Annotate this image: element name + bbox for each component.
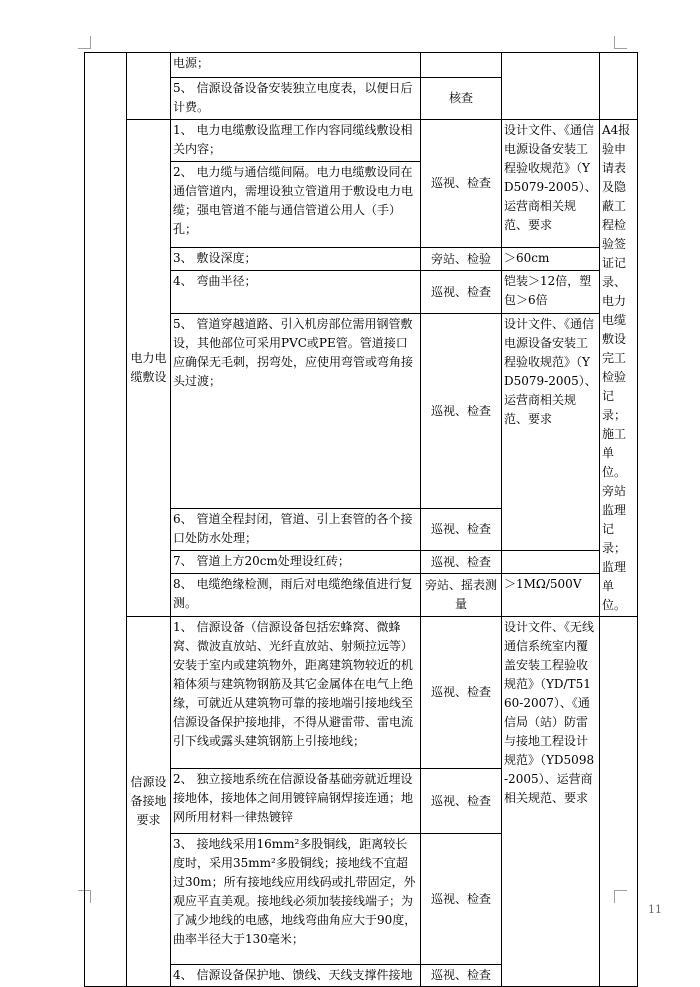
standard-cell: 铠装＞12倍，塑包＞6倍 [502, 271, 600, 314]
standard-cell: 设计文件、《通信电源设备安装工程验收规范》（YD5079-2005）、运营商相关规范、要求 [502, 120, 600, 248]
method-cell: 旁站、摇表测量 [421, 574, 502, 617]
category-cell: 电力电缆敷设 [127, 120, 171, 617]
item-cell: 7、 管道上方20cm处理设红砖； [171, 551, 421, 574]
item-cell: 5、 信源设备设备安装独立电度表，以便日后计费。 [171, 78, 421, 120]
method-cell [421, 53, 502, 78]
standard-cell [502, 53, 600, 120]
record-cell: A4报验申请表及隐蔽工程检验签证记录、电力电缆敷设完工检验记录；施工单位。旁站监理记录；监理单位。 [600, 120, 638, 617]
item-cell: 8、 电缆绝缘检测，雨后对电缆绝缘值进行复测。 [171, 574, 421, 617]
method-cell: 巡视、检查 [421, 834, 502, 965]
item-cell: 4、 弯曲半径； [171, 271, 421, 314]
item-cell: 电源； [171, 53, 421, 78]
method-cell: 巡视、检查 [421, 551, 502, 574]
standard-cell: 设计文件、《通信电源设备安装工程验收规范》（YD5079-2005）、运营商相关规范、要求 [502, 314, 600, 551]
standard-cell: ＞1MΩ/500V [502, 574, 600, 617]
table-row [85, 120, 638, 162]
method-cell: 巡视、检查 [421, 271, 502, 314]
standard-cell [502, 551, 600, 574]
crop-mark-top-right [614, 36, 627, 49]
method-cell: 巡视、检查 [421, 769, 502, 834]
method-cell: 巡视、检查 [421, 965, 502, 987]
crop-mark-top-left [78, 36, 91, 49]
item-cell: 5、 管道穿越道路、引入机房部位需用钢管敷设，其他部位可采用PVC或PE管。管道接口应确保无毛刺，拐弯处，应使用弯管或弯角接头过渡； [171, 314, 421, 509]
item-cell: 1、 信源设备（信源设备包括宏蜂窝、微蜂窝、微波直放站、光纤直放站、射频拉远等）安装于室内或建筑物外，距离建筑物较近的机箱体须与建筑物钢筋及其它金属体在电气上绝缘，可就近从建筑物可靠的接地端引接地线至信源设备保护接地排，不得从避雷带、雷电流引下线或露头建筑钢筋上引接地线； [171, 617, 421, 769]
method-cell: 核查 [421, 78, 502, 120]
method-cell: 巡视、检查 [421, 120, 502, 248]
item-cell: 6、 管道全程封闭，管道、引上套管的各个接口处防水处理； [171, 509, 421, 551]
table-row [85, 617, 638, 769]
item-cell: 3、 接地线采用16mm²多股铜线，距离较长度时，采用35mm²多股铜线；接地线不宜超过30m；所有接地线应用线码或扎带固定，外观应平直美观。接地线必须加装接线端子；为了减少地线的电感，地线弯曲角应大于90度，曲率半径大于130毫米； [171, 834, 421, 965]
page-number: 11 [648, 903, 662, 916]
item-cell: 1、 电力电缆敷设监理工作内容同缆线敷设相关内容； [171, 120, 421, 162]
standard-cell: 设计文件、《无线通信系统室内覆盖安装工程验收规范》（YD/T5160-2007）、《通信局（站）防雷与接地工程设计规范》（YD5098-2005）、运营商相关规范、要求 [502, 617, 600, 987]
method-cell: 巡视、检查 [421, 509, 502, 551]
category-cell [127, 53, 171, 120]
standard-cell: ＞60cm [502, 248, 600, 271]
method-cell: 巡视、检查 [421, 617, 502, 769]
seq-cell [85, 53, 127, 987]
record-cell [600, 617, 638, 987]
item-cell: 4、 信源设备保护地、馈线、天线支撑件接地 [171, 965, 421, 987]
supervision-table [84, 52, 638, 987]
table-row [85, 53, 638, 78]
item-cell: 2、 电力缆与通信缆间隔。电力电缆敷设同在通信管道内，需埋设独立管道用于敷设电力电缆；强电管道不能与通信管道公用人（手）孔； [171, 162, 421, 248]
item-cell: 3、 敷设深度； [171, 248, 421, 271]
method-cell: 巡视、检查 [421, 314, 502, 509]
item-cell: 2、 独立接地系统在信源设备基础旁就近埋设接地体，接地体之间用镀锌扁钢焊接连通；地网所用材料一律热镀锌 [171, 769, 421, 834]
record-cell [600, 53, 638, 120]
category-cell: 信源设备接地要求 [127, 617, 171, 987]
method-cell: 旁站、检验 [421, 248, 502, 271]
